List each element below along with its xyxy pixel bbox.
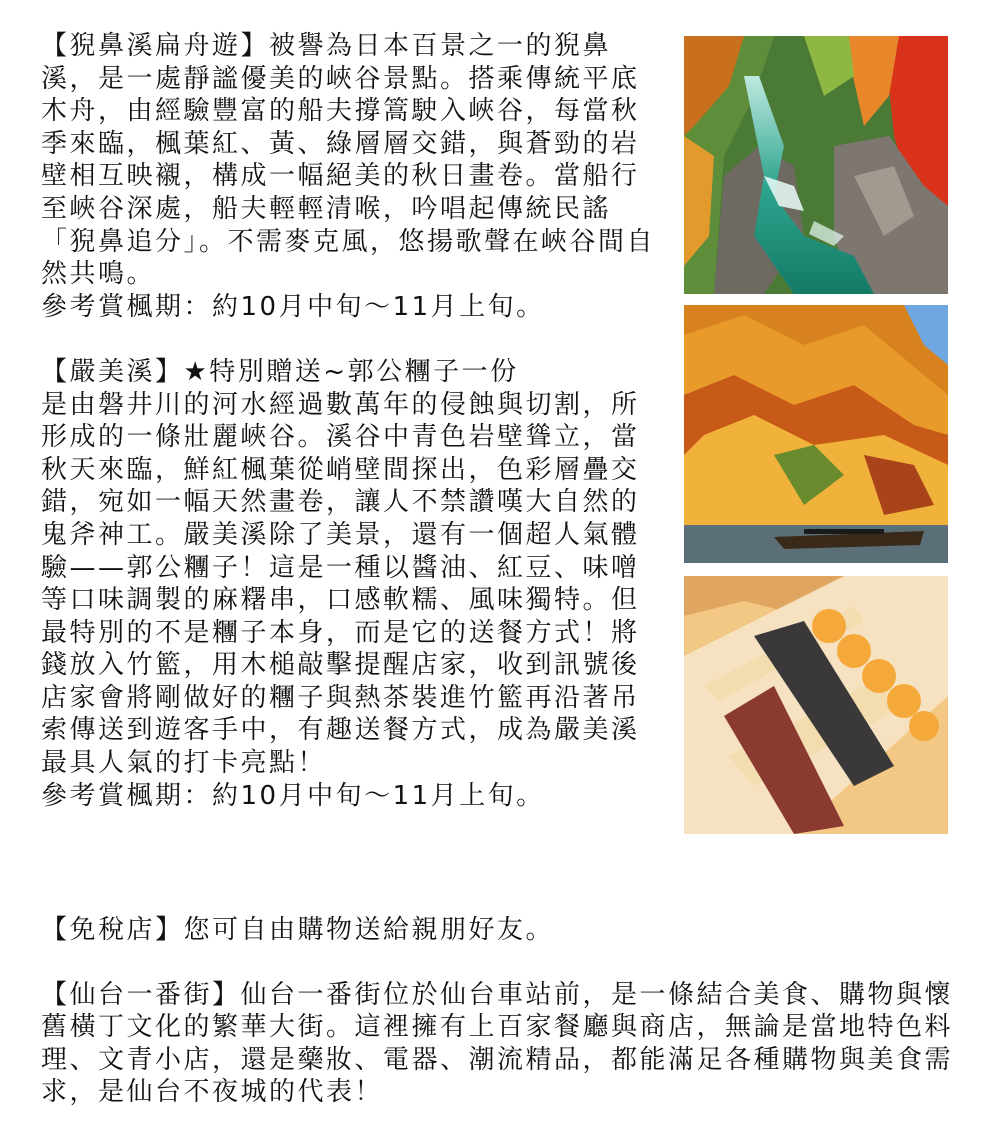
geibikei-body: 被譽為日本百景之一的猊鼻溪，是一處靜謐優美的峽谷景點。搭乘傳統平底木舟，由經驗豐富的船夫撐篙駛入峽谷，每當秋季來臨，楓葉紅、黃、綠層層交錯，與蒼勁的岩壁相互映襯，構成一幅絕美的秋日畫卷。當船行至峽谷深處，船夫輕輕清喉，吟唱起傳統民謠「猊鼻追分」。不需麥克風，悠揚歌聲在峽谷間自然共鳴。: [41, 31, 656, 290]
bottom-text: [41, 915, 961, 1147]
ichibancho-body: 仙台一番街位於仙台車站前，是一條結合美食、購物與懷舊橫丁文化的繁華大街。這裡擁有上百家餐廳與商店，無論是當地特色料理、文青小店，還是藥妝、電器、潮流精品，都能滿足各種購物與美食需求，是仙台不夜城的代表！: [41, 979, 954, 1108]
kakko-dango-photo: [684, 576, 948, 834]
dutyfree-body: 您可自由購物送給親朋好友。: [183, 915, 555, 945]
geibikei-season: 參考賞楓期：約10月中旬～11月上旬。: [41, 291, 545, 322]
spacer: [41, 323, 661, 356]
dango-illustration: [684, 576, 948, 834]
dutyfree-paragraph: [41, 914, 961, 947]
genbikei-season: 參考賞楓期：約10月中旬～11月上旬。: [41, 780, 545, 811]
ichibancho-paragraph: [41, 979, 961, 1109]
geibikei-heading: 【猊鼻溪扁舟遊】: [41, 31, 270, 61]
left-column-text: [41, 30, 661, 812]
ichibancho-heading: 【仙台一番街】: [41, 979, 241, 1010]
dutyfree-heading: 【免稅店】: [41, 915, 184, 945]
genbikei-heading: 【嚴美溪】★特別贈送~郭公糰子一份: [41, 356, 519, 387]
gorge-river-photo: [684, 36, 948, 294]
boat-ride-photo: [684, 305, 948, 563]
gorge-river-illustration: [684, 36, 948, 294]
boat-ride-illustration: [684, 305, 948, 563]
geibikei-paragraph: [41, 30, 661, 291]
genbikei-body: 是由磐井川的河水經過數萬年的侵蝕與切割，所形成的一條壯麗峽谷。溪谷中青色岩壁聳立，當秋天來臨，鮮紅楓葉從峭壁間探出，色彩層疊交錯，宛如一幅天然畫卷，讓人不禁讚嘆大自然的鬼斧神工。嚴美溪除了美景，還有一個超人氣體驗——郭公糰子！這是一種以醬油、紅豆、味噌等口味調製的麻糬串，口感軟糯、風味獨特。但最特別的不是糰子本身，而是它的送餐方式！將錢放入竹籃，用木槌敲擊提醒店家，收到訊號後店家會將剛做好的糰子與熱茶裝進竹籃再沿著吊索傳送到遊客手中，有趣送餐方式，成為嚴美溪最具人氣的打卡亮點！: [41, 389, 640, 779]
